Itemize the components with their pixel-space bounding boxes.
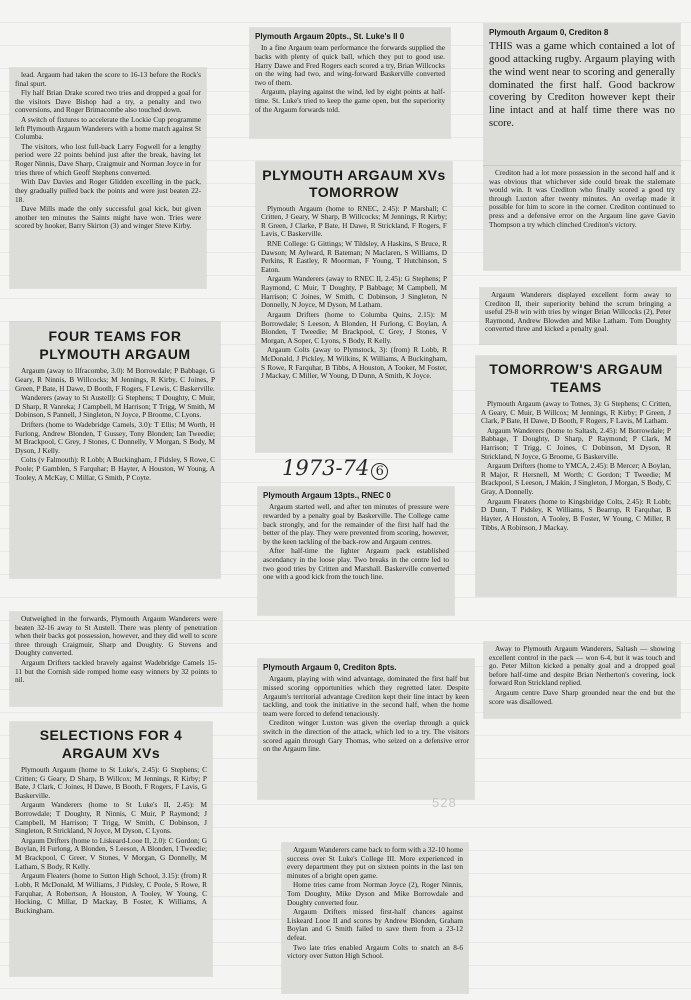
clip-paragraph: Argaum centre Dave Sharp grounded near the end but the score was disallowed.: [489, 688, 675, 706]
clipping-crediton-second-half: [484, 166, 680, 270]
handwritten-season-note: [282, 456, 414, 486]
clipping-argaum-v-st-lukes: [250, 28, 450, 138]
clipping-argaum-v-crediton-report: [484, 24, 680, 166]
clip-paragraph: In a fine Argaum team performance the forwards supplied the backs with plenty of quick ball, which they put to good use. Harry Dawe and Fred Rogers each scored a try, Brian Willcocks on the wing had two, and wing-forward Baskerville converted two of them.: [255, 43, 445, 87]
clip-paragraph: Argaum Wanderers came back to form with a 32-10 home success over St Luke's College III. More experienced in every department they put on sixteen points in the last ten minutes of a bright open game.: [287, 845, 463, 880]
clip-paragraph: Argaum Colts (away to Plymstock, 3): (from) R Lobb, R McDonald, J Pickley, M Wilkins, K Williams, A Buckingham, S Rowe, R Farquhar, B Tibbs, A Houston, A Tooker, M Foster, J Mackay, C Miller, W Young, D Dunn, A Smith, K Joyce.: [261, 345, 447, 381]
clip-headline: FOUR TEAMS FOR PLYMOUTH ARGAUM: [39, 328, 191, 363]
clip-paragraph: Dave Mills made the only successful goal kick, but given another ten minutes the Saints might have won. Tries were scored by hooker, Barry Skirton (3) and winger Steve Kirby.: [15, 204, 201, 231]
clip-paragraph: THIS was a game which contained a lot of good attacking rugby. Argaum playing with the wind went near to scoring and generally dominated the first half. Good backrow covering by Crediton however kept their line intact and at half time there was no score.: [489, 40, 675, 130]
clip-paragraph: Argaum Wanderers (home to Saltash, 2.45): M Borrowdale; P Babbage, T Doughty, D Sharp, P Raymond; P Clark, M Harrison; T Trigg, C Joines, C Dobinson, M Dyson, R Strickland, N Joyce, G Broome, G Baskerville.: [481, 425, 671, 461]
clip-paragraph: Argaum Fleaters (home to Sutton High School, 3.15): (from) R Lobb, R McDonald, M Williams, J Pidsley, C Poole, S Rowe, R Farquhar, A Robertson, A Houston, A Tooley, W Young, C Hocking, C Millar, D Mackay, B Foster, K Williams, A Buckingham.: [15, 871, 207, 915]
clip-paragraph: Argaum, playing with wind advantage, dominated the first half but missed scoring opportunities which they regretted later. Despite Argaum's territorial advantage Crediton kept their line intact by keen tackling, and took the initiative in the second half, when the home team were forced to defend tenaciously.: [263, 674, 469, 718]
clip-headline: SELECTIONS FOR 4 ARGAUM XVs: [39, 727, 183, 761]
clipping-wanderers-v-crediton-ii: [480, 288, 676, 344]
clip-paragraph: Argaum Drifters tackled bravely against Wadebridge Camels 15-11 but the Cornish side romped home easy winners by 32 points to nil.: [15, 658, 217, 685]
clip-paragraph: Argaum Wanderers (away to RNEC II, 2.45): G Stephens; P Raymond, C Muir, T Doughty, P Babbage; M Campbell, M Harrison; C Joines, W Smith, C Dobinson, J Singleton, N Donnelly, N Joyce, M Dyson, M Latham.: [261, 274, 447, 310]
clip-paragraph: Argaum, playing against the wind, led by eight points at half-time. St. Luke's tried to keep the game open, but the superiority of the Argaum forwards told.: [255, 87, 445, 114]
handwritten-year: 1973-74: [282, 456, 370, 480]
clip-paragraph: Outweighed in the forwards, Plymouth Argaum Wanderers were beaten 32-16 away to St Austell. There was plenty of penetration when their backs got possession, however, and they did well to score three through Craigmuir, Sharp and Doughty. G Stevens and Doughty converted.: [15, 614, 217, 658]
clip-headline: Plymouth Argaum 0, Crediton 8: [489, 28, 609, 37]
clip-paragraph: Crediton had a lot more possession in the second half and it was obvious that whichever side could break the stalemate would win. It was Crediton who finally scored a good try through Luxton after twenty minutes. An overlap made it possible for him to score in the corner. Crediton continued to press and a defensive error on the Argaum line gave Gavin Thompson a try which clinched Crediton's victory.: [489, 168, 675, 229]
clipping-argaum-v-rnec: [258, 487, 454, 615]
clip-paragraph: Away to Plymouth Argaum Wanderers, Saltash — showing excellent control in the pack — won 6-4, but it was touch and go. Peter Milton kicked a penalty goal and a dropped goal before half-time and despite Brian Netherton's covering, lock forward Ron Strickland replied.: [489, 644, 675, 688]
faint-marking: 528: [432, 795, 457, 810]
clip-paragraph: Wanderers (away to St Austell): G Stephens; T Doughty, C Muir, D Sharp, R Vanreka; J Campbell, M Harrison; T Trigg, W Smith, M Dobinson, S Pannell, J Singleton, N Joyce, P Broome, C Lyons.: [15, 393, 215, 420]
clip-paragraph: After half-time the lighter Argaum pack established ascendancy in the loose play. Two breaks in the centre led to two good tries by Critten and Marshall. Baskerville converted one with a good kick from the touch line.: [263, 546, 449, 582]
clip-paragraph: Argaum Fleaters (home to Kingsbridge Colts, 2.45): R Lobb; D Dunn, T Pidsley, K Williams, S Bearrup, R Farquhar, B Hayter, A Houston, A Tooley, B Foster, W Young, C Miller, R Tibbs, A Robinson, J Mackay.: [481, 496, 671, 532]
clip-headline: PLYMOUTH ARGAUM XVs TOMORROW: [262, 167, 446, 200]
clip-paragraph: The visitors, who lost full-back Larry Fogwell for a lengthy period were 22 points behind just after the break, having let Roger Ninnis, Dave Sharp, Craigmuir and Norman Joyce in for tries three of which Geoff Stephens converted.: [15, 141, 201, 177]
clip-paragraph: Plymouth Argaum (away to Totnes, 3): G Stephens; C Critten, A Geary, C Muir, B Willcox; M Jennings, R Kirby; P Green, J Clark, P Bate, H Dawe, D Booth, F Rogers, F Lavis, M Latham.: [481, 399, 671, 426]
clip-paragraph: Fly half Brian Drake scored two tries and dropped a goal for the visitors Dave Bishop had a try, a penalty and two conversions, and Roger Brimacombe also touched down.: [15, 88, 201, 115]
clipping-wanderers-v-saltash: [484, 642, 680, 718]
clip-headline: TOMORROW'S ARGAUM TEAMS: [489, 361, 663, 395]
clipping-argaum-v-crediton-8pts: [258, 659, 474, 799]
clip-paragraph: Argaum Drifters (home to Columba Quins, 2.15): M Borrowdale; S Leeson, A Blonden, H Furlong, C Boylan, A Blonden, T Tweedie; M Brackpool, C Grey, J Stones, V Morgan, A Soper, C Lyons, S Body, R Kelly.: [261, 309, 447, 345]
clip-paragraph: Home tries came from Norman Joyce (2), Roger Ninnis, Tom Doughty, Mike Dyson and Mike Borrowdale and Doughty converted four.: [287, 880, 463, 907]
clip-paragraph: Argaum Wanderers (home to St Luke's II, 2.45): M Borrowdale; T Doughty, R Ninnis, C Muir, P Raymond; J Campbell, M Harrison; T Trigg, W Smith, C Dobinson, J Singleton, R Strickland, N Joyce, M Dyson, C Lyons.: [15, 800, 207, 836]
clip-headline: Plymouth Argaum 20pts., St. Luke's II 0: [255, 32, 405, 41]
clip-paragraph: Argaum Wanderers displayed excellent form away to Crediton II, their superiority behind the scrum bringing a useful 29-8 win with tries by winger Brian Willcocks (2), Peter Raymond, Andrew Blowden and Mike Latham. Tom Doughty converted three and kicked a penalty goal.: [485, 290, 671, 334]
clipping-four-teams-for-plymouth-argaum: [10, 322, 220, 578]
clip-paragraph: Drifters (home to Wadebridge Camels, 3.0): T Ellis; M Worth, H Furlong, Andrew Blonden, T Gussey, Tony Blonden; Ian Tweedie; M Brackpool, C Grey, J Stones, C Donnelly, V Morgan, S Body, M Dyson, J Kelly.: [15, 420, 215, 455]
clip-paragraph: Argaum started well, and after ten minutes of pressure were rewarded by a penalty goal by Baskerville. The College came back strongly, and for the remainder of the first half had the better of the play. They were prevented from scoring, however, by the keen tackling of the back-row and Argaum centres.: [263, 502, 449, 546]
clip-headline: Plymouth Argaum 0, Crediton 8pts.: [263, 663, 397, 672]
clip-paragraph: Plymouth Argaum (home to St Luke's, 2.45): G Stephens; C Critten; G Geary, D Sharp, B Willcox; M Jennings, R Kirby; P Bate, J Clark, C Joines, H Dawe, B Booth, F Rogers, F Lavis, G Baskerville.: [15, 765, 207, 800]
clip-paragraph: RNE College: G Gittings; W Tildsley, A Haskins, S Bruce, R Dawson; M Aylward, R Bateman; N Maclaren, S Williams, D Perkins, R Eastley, R Moorman, F Young, T Hutchinson, S Eaton.: [261, 239, 447, 274]
clip-paragraph: A switch of fixtures to accelerate the Lockie Cup programme left Plymouth Argaum Wanderers with a home match against St Columba.: [15, 115, 201, 142]
clip-paragraph: Colts (v Falmouth): R Lobb; A Buckingham, J Pidsley, S Rowe, C Poole; P Gamblen, S Farquhar; B Hayter, A Houston, W Young, A Tooley, A McKay, C Millar, G Smith, P Coyte.: [15, 455, 215, 482]
clipping-argaum-wanderers-st-columba: [10, 68, 206, 288]
clip-paragraph: Two late tries enabled Argaum Colts to snatch an 8-6 victory over Sutton High School.: [287, 942, 463, 961]
clipping-wanderers-v-st-lukes-iii: [282, 843, 468, 993]
clipping-argaum-xvs-tomorrow: [256, 162, 452, 452]
clip-headline: Plymouth Argaum 13pts., RNEC 0: [263, 491, 391, 500]
clip-paragraph: lead. Argaum had taken the score to 16-13 before the Rock's final spurt.: [15, 70, 201, 88]
clip-paragraph: Crediton winger Luxton was given the overlap through a quick switch in the direction of the attack, which led to a try. The visitors scored again through Gary Thomas, who seized on a defensive error on the Argaum line.: [263, 718, 469, 754]
clipping-selections-for-4-argaum-xvs: [10, 722, 212, 976]
clip-paragraph: Argaum Drifters missed first-half chances against Liskeard Looe II and scores by Andrew Blonden, Graham Boylan and G Smith failed to save them from a 23-12 defeat.: [287, 907, 463, 943]
clipping-tomorrows-argaum-teams: [476, 356, 676, 596]
clip-paragraph: Argaum Drifters (home to Liskeard-Looe II, 2.0): C Gordon; G Boylan, H Furlong, A Blonden, S Leeson, A Blonden, I Tweedie; M Brackpool, C Greer, V Stones, V Morgan, G Donnelly, M Latham, S Body, R Kelly.: [15, 835, 207, 871]
clip-paragraph: Argaum Drifters (home to YMCA, 2.45): B Mercer; A Boylan, R Major, R Hersnell, M Worth; C Gordon; T Tweedie; M Brackpool, S Leeson, J Makin, J Singleton, J Morgan, S Body, C Gray, A Donnelly.: [481, 461, 671, 497]
clip-paragraph: With Dav Davies and Roger Glidden excelling in the pack, they gradually pulled back the points and were just beaten 22-18.: [15, 177, 201, 204]
clipping-wanderers-v-st-austell: [10, 612, 222, 706]
clip-paragraph: Argaum (away to Ilfracombe, 3.0): M Borrowdale; P Babbage, G Geary, R Ninnis, B Willcocks; M Jennings, R Kirby, C Joines, P Green, P Bate, H Dawe, D Booth, F Rogers, F Lewis, C Baskerville.: [15, 366, 215, 393]
clip-paragraph: Plymouth Argaum (home to RNEC, 2.45): P Marshall; C Critten, J Geary, W Sharp, B Willcocks; M Jennings, R Kirby; R Green, J Clarke, P Bate, H Dawe, R Strickland, F Rogers, F Lavis, C Baskerville.: [261, 203, 447, 239]
handwritten-circled-number: 6: [371, 463, 388, 480]
